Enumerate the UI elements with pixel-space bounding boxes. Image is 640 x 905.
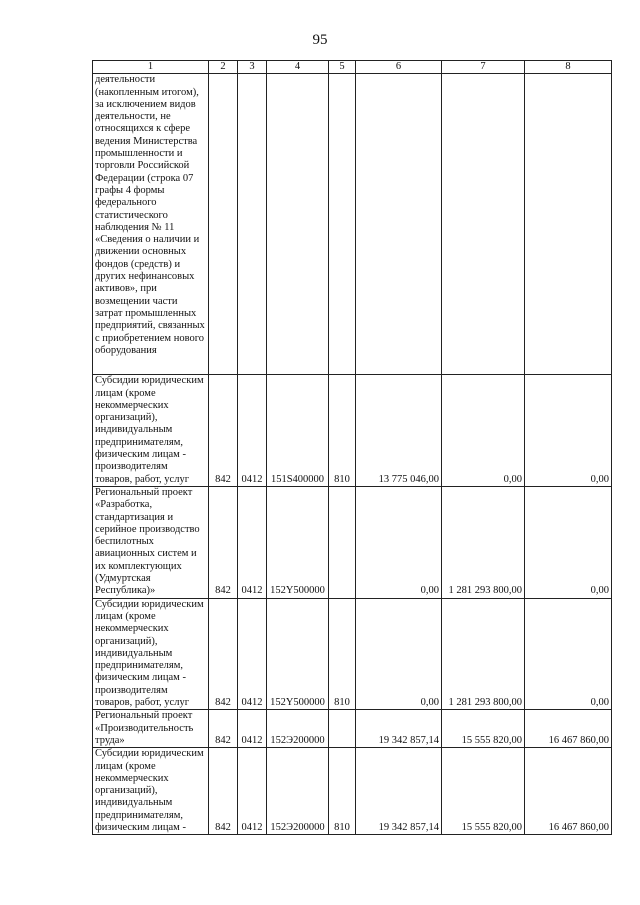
cell-amount-1: 13 775 046,00 [356, 375, 442, 487]
col-header-3: 3 [238, 61, 267, 74]
cell-target: 152Y500000 [267, 486, 329, 598]
row-name: Субсидии юридическим лицам (кроме некоммерческих организаций), индивидуальным предпринимателям, физическим лицам - производителям товаров, работ, услуг [93, 598, 209, 710]
cell-target [267, 74, 329, 375]
cell-target: 152Э200000 [267, 748, 329, 835]
table-row [93, 486, 612, 598]
cell-amount-3: 0,00 [525, 598, 612, 710]
table-row [93, 710, 612, 748]
cell-ministry: 842 [209, 598, 238, 710]
cell-amount-2: 15 555 820,00 [442, 710, 525, 748]
col-header-7: 7 [442, 61, 525, 74]
cell-amount-2 [442, 74, 525, 375]
table-row [93, 74, 612, 375]
cell-amount-2: 0,00 [442, 375, 525, 487]
cell-ministry: 842 [209, 710, 238, 748]
cell-amount-1: 19 342 857,14 [356, 748, 442, 835]
cell-amount-1: 0,00 [356, 486, 442, 598]
cell-amount-1: 19 342 857,14 [356, 710, 442, 748]
col-header-8: 8 [525, 61, 612, 74]
col-header-6: 6 [356, 61, 442, 74]
cell-amount-3: 0,00 [525, 375, 612, 487]
cell-section: 0412 [238, 748, 267, 835]
cell-expense-type: 810 [329, 748, 356, 835]
cell-section [238, 74, 267, 375]
cell-amount-3: 16 467 860,00 [525, 710, 612, 748]
cell-target: 152Y500000 [267, 598, 329, 710]
cell-amount-1: 0,00 [356, 598, 442, 710]
cell-amount-3: 16 467 860,00 [525, 748, 612, 835]
cell-expense-type [329, 486, 356, 598]
row-name: Региональный проект «Производительность труда» [93, 710, 209, 748]
table-row [93, 375, 612, 487]
col-header-1: 1 [93, 61, 209, 74]
cell-ministry: 842 [209, 486, 238, 598]
cell-expense-type: 810 [329, 375, 356, 487]
cell-ministry [209, 74, 238, 375]
cell-target: 152Э200000 [267, 710, 329, 748]
cell-expense-type [329, 710, 356, 748]
row-name: Региональный проект «Разработка, стандартизация и серийное производство беспилотных авиационных систем и их комплектующих (Удмуртская Республика)» [93, 486, 209, 598]
col-header-5: 5 [329, 61, 356, 74]
cell-expense-type: 810 [329, 598, 356, 710]
table-row [93, 748, 612, 835]
cell-section: 0412 [238, 598, 267, 710]
col-header-4: 4 [267, 61, 329, 74]
row-name: Субсидии юридическим лицам (кроме некоммерческих организаций), индивидуальным предпринимателям, физическим лицам - производителям товаров, работ, услуг [93, 375, 209, 487]
cell-target: 151S400000 [267, 375, 329, 487]
cell-amount-2: 1 281 293 800,00 [442, 598, 525, 710]
cell-amount-3 [525, 74, 612, 375]
page-number: 95 [312, 32, 328, 48]
row-name: Субсидии юридическим лицам (кроме некоммерческих организаций), индивидуальным предпринимателям, физическим лицам - [93, 748, 209, 835]
cell-amount-2: 1 281 293 800,00 [442, 486, 525, 598]
cell-section: 0412 [238, 375, 267, 487]
cell-ministry: 842 [209, 375, 238, 487]
header-row [93, 61, 612, 74]
cell-section: 0412 [238, 486, 267, 598]
cell-ministry: 842 [209, 748, 238, 835]
cell-amount-2: 15 555 820,00 [442, 748, 525, 835]
col-header-2: 2 [209, 61, 238, 74]
cell-expense-type [329, 74, 356, 375]
cell-amount-3: 0,00 [525, 486, 612, 598]
cell-section: 0412 [238, 710, 267, 748]
table-row [93, 598, 612, 710]
cell-amount-1 [356, 74, 442, 375]
budget-table [92, 60, 612, 835]
row-name: деятельности (накопленным итогом), за исключением видов деятельности, не относящихся к сфере ведения Министерства промышленности и торговли Российской Федерации (строка 07 графы 4 формы федерального статистического наблюдения № 11 «Сведения о наличии и движении основных фондов (средств) и других нефинансовых активов», при возмещении части затрат промышленных предприятий, связанных с приобретением нового оборудования [93, 74, 209, 375]
